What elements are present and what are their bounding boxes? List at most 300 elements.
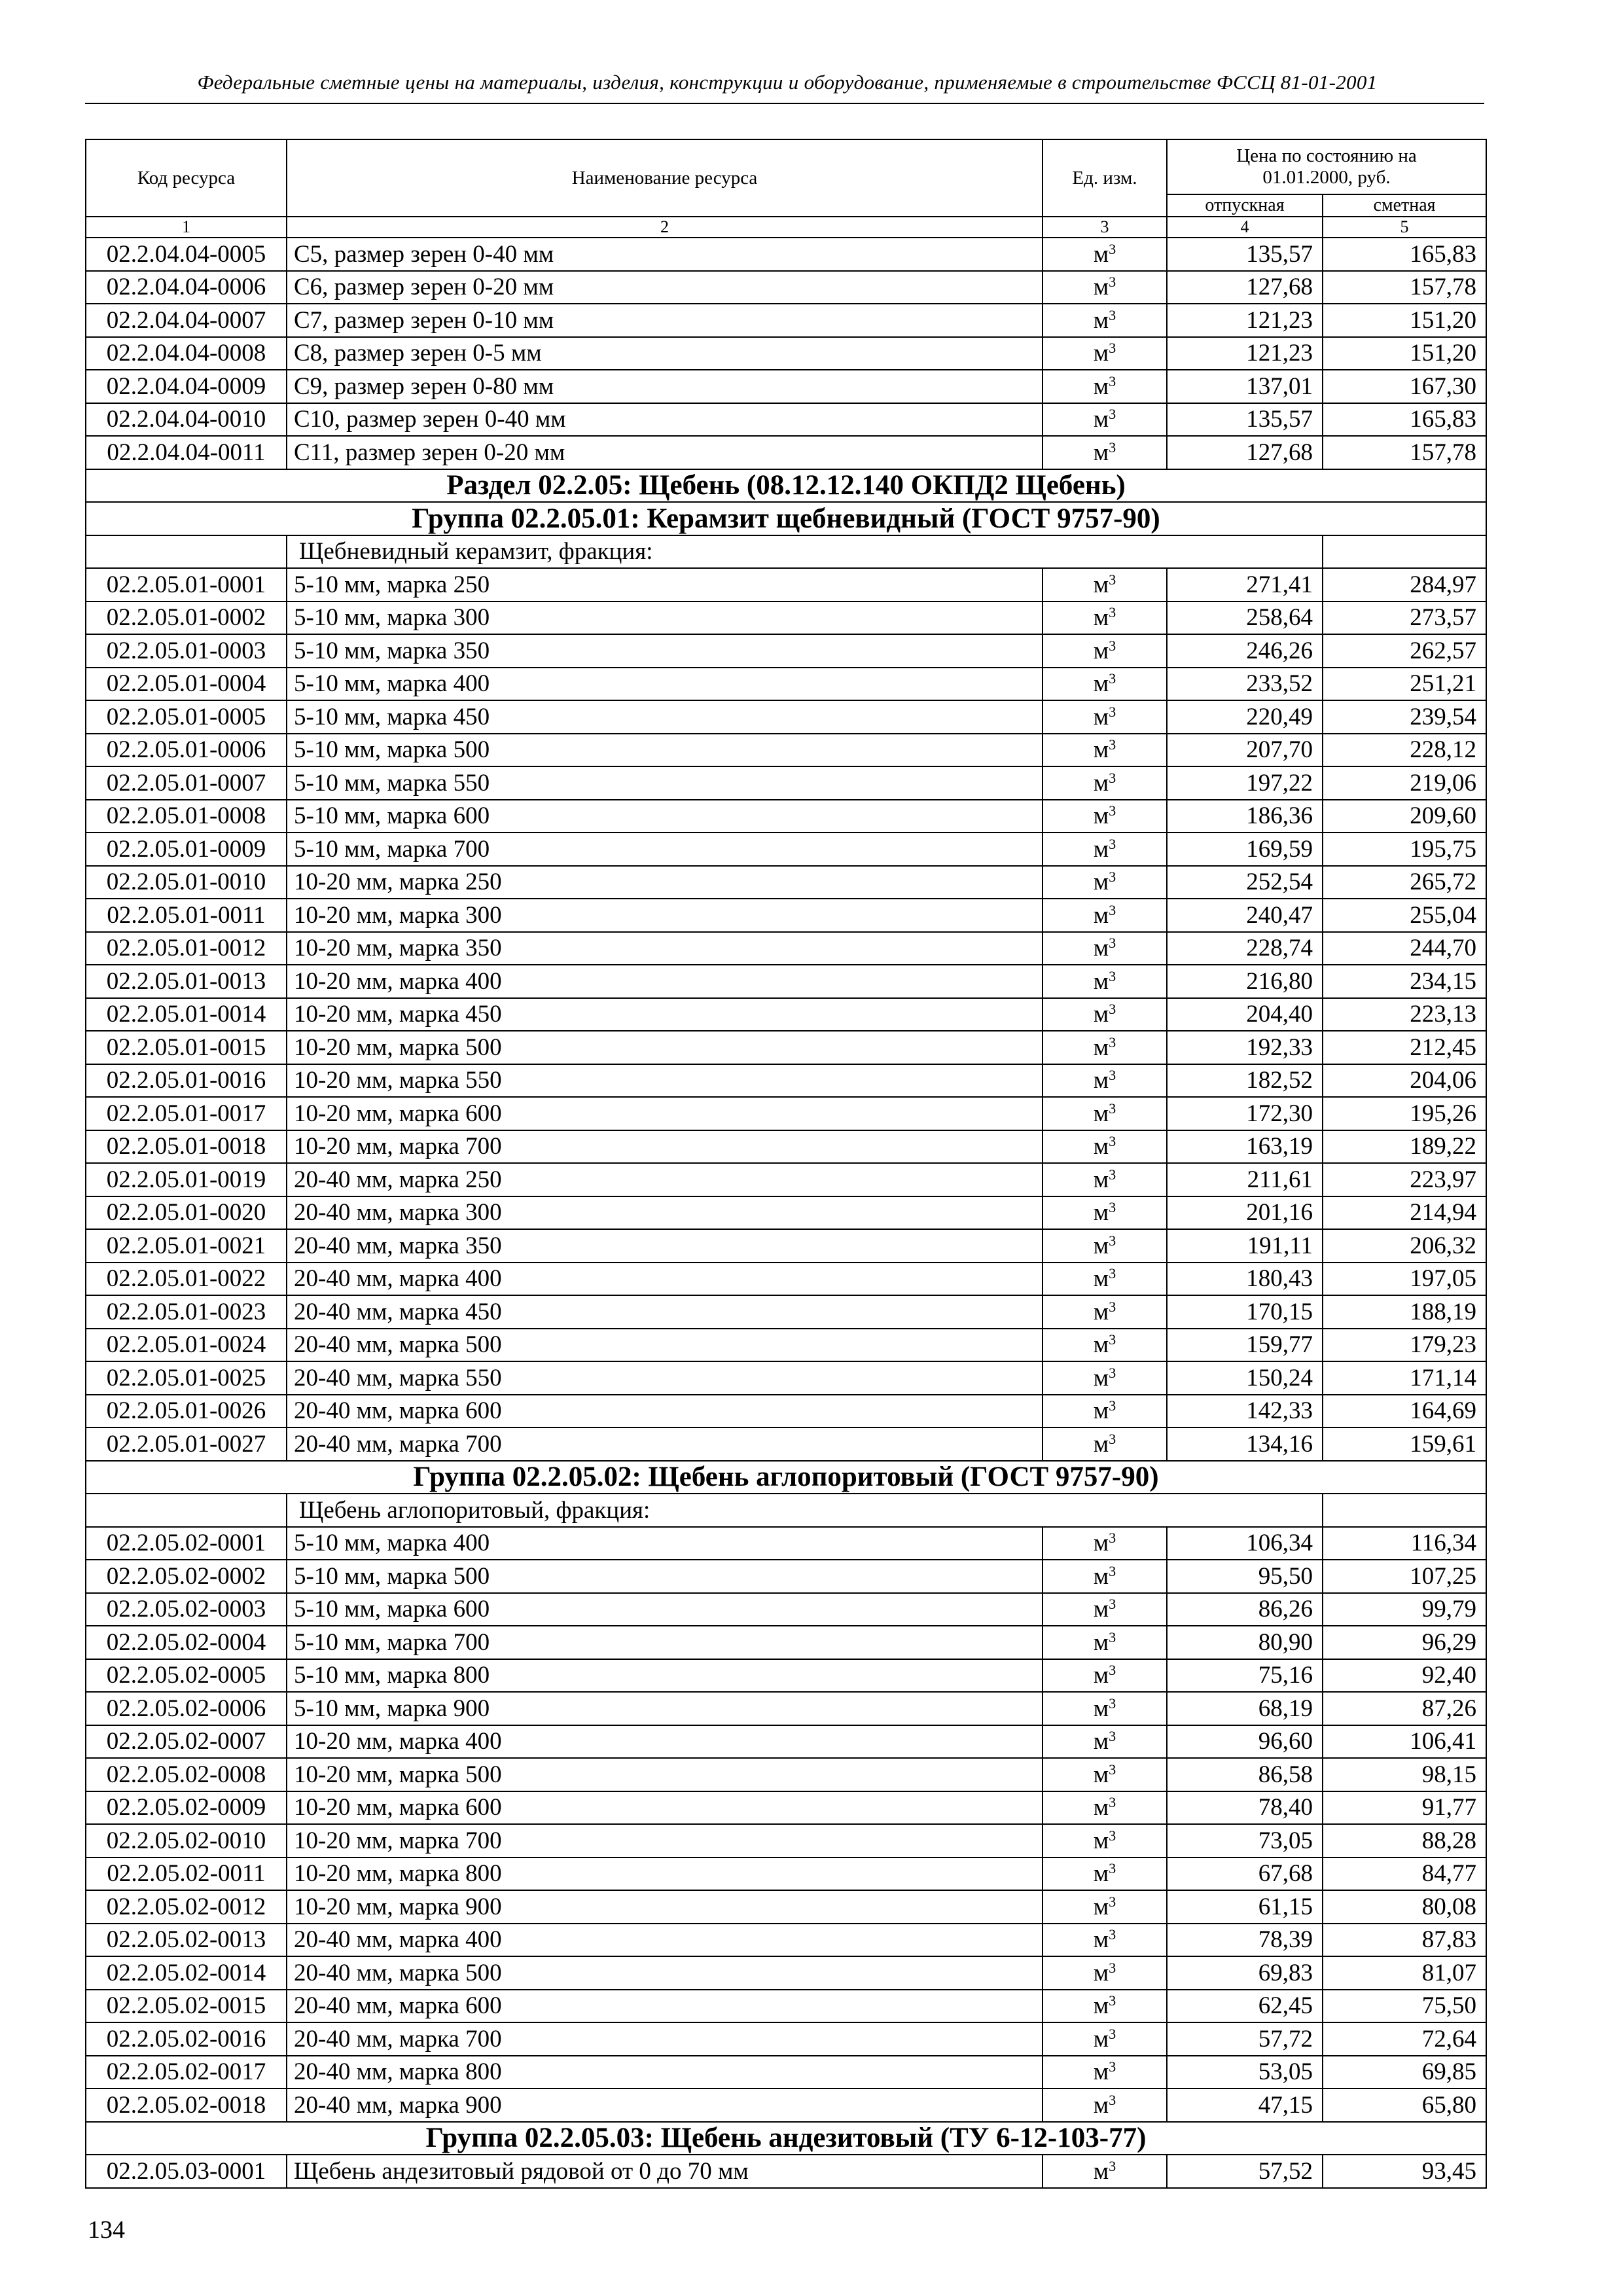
unit-cell [1043,2056,1167,2089]
resource-name: 10-20 мм, марка 600 [287,1097,1043,1130]
resource-code: 02.2.05.02-0017 [86,2056,287,2089]
unit-cell [1043,1427,1167,1461]
page-number: 134 [88,2216,125,2244]
release-price: 127,68 [1167,436,1323,469]
release-price: 142,33 [1167,1395,1323,1428]
resource-code: 02.2.05.01-0015 [86,1031,287,1064]
unit-power: 3 [1109,1100,1116,1117]
table-row [86,1163,1486,1196]
estimate-price: 197,05 [1323,1263,1486,1296]
estimate-price: 234,15 [1323,965,1486,998]
unit-label: м [1093,1728,1109,1755]
unit-label: м [1093,1562,1109,1590]
release-price: 78,40 [1167,1791,1323,1825]
resource-code: 02.2.05.01-0016 [86,1064,287,1098]
unit-cell [1043,238,1167,271]
resource-name: 5-10 мм, марка 800 [287,1659,1043,1693]
unit-cell [1043,1725,1167,1759]
table-row [86,568,1486,601]
resource-code: 02.2.05.02-0008 [86,1758,287,1791]
release-price: 240,47 [1167,899,1323,932]
estimate-price: 214,94 [1323,1196,1486,1230]
estimate-price: 219,06 [1323,766,1486,800]
resource-name: 10-20 мм, марка 900 [287,1890,1043,1924]
table-row [86,1064,1486,1098]
resource-code: 02.2.05.01-0017 [86,1097,287,1130]
resource-name: 20-40 мм, марка 600 [287,1395,1043,1428]
unit-power: 3 [1109,637,1116,654]
estimate-price: 265,72 [1323,866,1486,899]
unit-label: м [1093,935,1109,962]
unit-label: м [1093,703,1109,730]
col-header-unit: Ед. изм. [1043,139,1167,217]
unit-power: 3 [1109,901,1116,918]
unit-cell [1043,370,1167,403]
unit-power: 3 [1109,1662,1116,1679]
unit-cell [1043,1064,1167,1098]
release-price: 47,15 [1167,2089,1323,2122]
resource-code: 02.2.05.01-0009 [86,833,287,866]
release-price: 220,49 [1167,700,1323,734]
release-price: 67,68 [1167,1857,1323,1891]
unit-cell [1043,1758,1167,1791]
unit-power: 3 [1109,372,1116,389]
group-row [86,2122,1486,2155]
unit-power: 3 [1109,1298,1116,1315]
empty-cell [1323,1494,1486,1527]
table-row [86,1130,1486,1164]
unit-label: м [1093,406,1109,433]
resource-code: 02.2.05.01-0004 [86,668,287,701]
resource-name: 20-40 мм, марка 800 [287,2056,1043,2089]
release-price: 121,23 [1167,337,1323,370]
resource-name: С8, размер зерен 0-5 мм [287,337,1043,370]
resource-name: 10-20 мм, марка 500 [287,1758,1043,1791]
resource-name: 20-40 мм, марка 700 [287,2022,1043,2056]
table-row [86,1395,1486,1428]
table-row [86,1791,1486,1825]
resource-name: 20-40 мм, марка 400 [287,1263,1043,1296]
release-price: 127,68 [1167,271,1323,304]
release-price: 86,58 [1167,1758,1323,1791]
release-price: 57,72 [1167,2022,1323,2056]
unit-label: м [1093,1067,1109,1094]
estimate-price: 93,45 [1323,2155,1486,2188]
unit-cell [1043,403,1167,437]
release-price: 106,34 [1167,1527,1323,1560]
release-price: 170,15 [1167,1295,1323,1329]
unit-label: м [1093,1364,1109,1391]
unit-label: м [1093,604,1109,632]
estimate-price: 223,97 [1323,1163,1486,1196]
unit-label: м [1093,1860,1109,1888]
resource-name: 20-40 мм, марка 500 [287,1329,1043,1362]
unit-label: м [1093,802,1109,830]
resource-name: С6, размер зерен 0-20 мм [287,271,1043,304]
unit-label: м [1093,1992,1109,2020]
unit-cell [1043,1890,1167,1924]
unit-label: м [1093,306,1109,334]
resource-code: 02.2.05.02-0003 [86,1593,287,1626]
unit-cell [1043,1857,1167,1891]
unit-power: 3 [1109,1761,1116,1778]
unit-power: 3 [1109,1794,1116,1811]
release-price: 73,05 [1167,1824,1323,1857]
resource-code: 02.2.05.01-0003 [86,634,287,668]
unit-power: 3 [1109,1860,1116,1877]
release-price: 62,45 [1167,1990,1323,2023]
subheading-title: Щебневидный керамзит, фракция: [287,535,1323,569]
table-row [86,1725,1486,1759]
unit-power: 3 [1109,306,1116,323]
unit-power: 3 [1109,1695,1116,1712]
table-row [86,337,1486,370]
resource-code: 02.2.05.02-0014 [86,1956,287,1990]
estimate-price: 65,80 [1323,2089,1486,2122]
unit-power: 3 [1109,769,1116,786]
unit-cell [1043,965,1167,998]
unit-power: 3 [1109,1728,1116,1745]
release-price: 252,54 [1167,866,1323,899]
resource-name: 5-10 мм, марка 300 [287,601,1043,635]
resource-code: 02.2.05.02-0010 [86,1824,287,1857]
unit-cell [1043,1361,1167,1395]
table-body [86,238,1486,2188]
col-number: 2 [287,217,1043,238]
resource-code: 02.2.05.02-0009 [86,1791,287,1825]
unit-label: м [1093,1133,1109,1160]
unit-cell [1043,304,1167,337]
table-row [86,1924,1486,1957]
unit-power: 3 [1109,1199,1116,1216]
release-price: 204,40 [1167,998,1323,1031]
resource-code: 02.2.05.01-0024 [86,1329,287,1362]
release-price: 246,26 [1167,634,1323,668]
estimate-price: 209,60 [1323,800,1486,833]
release-price: 95,50 [1167,1560,1323,1593]
unit-cell [1043,1130,1167,1164]
unit-cell [1043,1990,1167,2023]
resource-name: 20-40 мм, марка 400 [287,1924,1043,1957]
unit-cell [1043,1395,1167,1428]
group-title: Группа 02.2.05.01: Керамзит щебневидный (ГОСТ 9757-90) [86,502,1486,535]
unit-label: м [1093,1761,1109,1788]
price-table [85,139,1487,2189]
estimate-price: 251,21 [1323,668,1486,701]
unit-cell [1043,1527,1167,1560]
unit-power: 3 [1109,2058,1116,2075]
estimate-price: 189,22 [1323,1130,1486,1164]
unit-cell [1043,568,1167,601]
unit-power: 3 [1109,967,1116,984]
estimate-price: 72,64 [1323,2022,1486,2056]
resource-name: 10-20 мм, марка 400 [287,1725,1043,1759]
unit-cell [1043,668,1167,701]
table-row [86,436,1486,469]
resource-code: 02.2.05.01-0010 [86,866,287,899]
unit-power: 3 [1109,802,1116,819]
unit-label: м [1093,2091,1109,2119]
unit-cell [1043,1031,1167,1064]
estimate-price: 159,61 [1323,1427,1486,1461]
table-row [86,1857,1486,1891]
estimate-price: 165,83 [1323,403,1486,437]
resource-code: 02.2.05.01-0020 [86,1196,287,1230]
resource-name: 10-20 мм, марка 450 [287,998,1043,1031]
unit-power: 3 [1109,1893,1116,1910]
table-row [86,1229,1486,1263]
resource-code: 02.2.05.01-0019 [86,1163,287,1196]
resource-name: 10-20 мм, марка 400 [287,965,1043,998]
unit-label: м [1093,1430,1109,1458]
empty-cell [86,535,287,569]
release-price: 180,43 [1167,1263,1323,1296]
estimate-price: 284,97 [1323,568,1486,601]
unit-cell [1043,271,1167,304]
unit-power: 3 [1109,1232,1116,1249]
empty-cell [86,1494,287,1527]
unit-cell [1043,1824,1167,1857]
estimate-price: 75,50 [1323,1990,1486,2023]
table-row [86,998,1486,1031]
table-row [86,1956,1486,1990]
resource-code: 02.2.04.04-0011 [86,436,287,469]
resource-code: 02.2.05.02-0015 [86,1990,287,2023]
page-header: Федеральные сметные цены на материалы, изделия, конструкции и оборудование, применяемые в строительстве ФССЦ 81-01-2001 [197,71,1378,94]
unit-label: м [1093,240,1109,268]
resource-name: С9, размер зерен 0-80 мм [287,370,1043,403]
subheading-row [86,1494,1486,1527]
resource-name: 10-20 мм, марка 600 [287,1791,1043,1825]
unit-label: м [1093,1100,1109,1127]
table-row [86,1560,1486,1593]
release-price: 96,60 [1167,1725,1323,1759]
section-row [86,469,1486,503]
unit-cell [1043,1659,1167,1693]
release-price: 135,57 [1167,238,1323,271]
unit-cell [1043,1924,1167,1957]
table-row [86,800,1486,833]
resource-code: 02.2.05.01-0007 [86,766,287,800]
unit-label: м [1093,1827,1109,1854]
estimate-price: 151,20 [1323,304,1486,337]
unit-cell [1043,833,1167,866]
resource-name: 5-10 мм, марка 250 [287,568,1043,601]
unit-cell [1043,932,1167,965]
unit-label: м [1093,1596,1109,1623]
unit-power: 3 [1109,406,1116,423]
resource-name: 10-20 мм, марка 800 [287,1857,1043,1891]
resource-code: 02.2.05.01-0014 [86,998,287,1031]
unit-power: 3 [1109,1166,1116,1183]
resource-name: 10-20 мм, марка 700 [287,1130,1043,1164]
resource-code: 02.2.05.01-0001 [86,568,287,601]
resource-name: 20-40 мм, марка 250 [287,1163,1043,1196]
table-row [86,1196,1486,1230]
resource-code: 02.2.04.04-0007 [86,304,287,337]
resource-code: 02.2.05.01-0021 [86,1229,287,1263]
unit-cell [1043,601,1167,635]
unit-label: м [1093,1331,1109,1359]
release-price: 69,83 [1167,1956,1323,1990]
unit-power: 3 [1109,1364,1116,1381]
release-price: 80,90 [1167,1626,1323,1659]
release-price: 135,57 [1167,403,1323,437]
unit-cell [1043,1560,1167,1593]
col-header-release: отпускная [1167,194,1323,217]
estimate-price: 167,30 [1323,370,1486,403]
resource-name: 5-10 мм, марка 600 [287,800,1043,833]
unit-power: 3 [1109,670,1116,687]
unit-label: м [1093,2025,1109,2053]
table-row [86,1824,1486,1857]
unit-cell [1043,1295,1167,1329]
resource-code: 02.2.05.01-0027 [86,1427,287,1461]
unit-label: м [1093,1001,1109,1028]
resource-code: 02.2.04.04-0009 [86,370,287,403]
table-row [86,1263,1486,1296]
unit-cell [1043,1692,1167,1725]
release-price: 78,39 [1167,1924,1323,1957]
resource-name: С11, размер зерен 0-20 мм [287,436,1043,469]
unit-power: 3 [1109,1530,1116,1547]
resource-name: 10-20 мм, марка 500 [287,1031,1043,1064]
resource-name: 5-10 мм, марка 900 [287,1692,1043,1725]
release-price: 121,23 [1167,304,1323,337]
unit-power: 3 [1109,703,1116,720]
release-price: 61,15 [1167,1890,1323,1924]
unit-power: 3 [1109,1596,1116,1613]
estimate-price: 81,07 [1323,1956,1486,1990]
release-price: 258,64 [1167,601,1323,635]
table-row [86,634,1486,668]
resource-code: 02.2.05.02-0002 [86,1560,287,1593]
release-price: 159,77 [1167,1329,1323,1362]
release-price: 216,80 [1167,965,1323,998]
resource-code: 02.2.05.01-0006 [86,734,287,767]
col-header-name: Наименование ресурса [287,139,1043,217]
release-price: 271,41 [1167,568,1323,601]
unit-power: 3 [1109,1562,1116,1579]
unit-power: 3 [1109,1992,1116,2009]
resource-name: 5-10 мм, марка 500 [287,734,1043,767]
resource-code: 02.2.05.01-0011 [86,899,287,932]
table-row [86,965,1486,998]
resource-code: 02.2.05.01-0005 [86,700,287,734]
estimate-price: 165,83 [1323,238,1486,271]
resource-code: 02.2.05.01-0012 [86,932,287,965]
empty-cell [1323,535,1486,569]
unit-label: м [1093,1232,1109,1259]
unit-power: 3 [1109,1926,1116,1943]
header-rule [85,103,1484,104]
estimate-price: 273,57 [1323,601,1486,635]
table-row [86,1427,1486,1461]
unit-cell [1043,2089,1167,2122]
resource-code: 02.2.05.01-0018 [86,1130,287,1164]
table-row [86,1031,1486,1064]
unit-label: м [1093,2157,1109,2185]
estimate-price: 151,20 [1323,337,1486,370]
resource-code: 02.2.05.02-0007 [86,1725,287,1759]
unit-label: м [1093,1893,1109,1920]
estimate-price: 171,14 [1323,1361,1486,1395]
resource-name: 20-40 мм, марка 600 [287,1990,1043,2023]
unit-cell [1043,700,1167,734]
estimate-price: 116,34 [1323,1527,1486,1560]
unit-power: 3 [1109,1001,1116,1018]
unit-label: м [1093,967,1109,995]
table-row [86,2022,1486,2056]
resource-name: 20-40 мм, марка 350 [287,1229,1043,1263]
subheading-title: Щебень аглопоритовый, фракция: [287,1494,1323,1527]
release-price: 211,61 [1167,1163,1323,1196]
resource-name: 5-10 мм, марка 500 [287,1560,1043,1593]
unit-label: м [1093,1033,1109,1061]
estimate-price: 228,12 [1323,734,1486,767]
unit-cell [1043,1229,1167,1263]
unit-power: 3 [1109,2025,1116,2042]
unit-power: 3 [1109,869,1116,886]
release-price: 172,30 [1167,1097,1323,1130]
unit-label: м [1093,1265,1109,1293]
unit-power: 3 [1109,571,1116,588]
table-row [86,1097,1486,1130]
table-row [86,1758,1486,1791]
estimate-price: 195,75 [1323,833,1486,866]
resource-code: 02.2.05.01-0023 [86,1295,287,1329]
table-row [86,734,1486,767]
unit-label: м [1093,1166,1109,1193]
table-row [86,403,1486,437]
section-title: Раздел 02.2.05: Щебень (08.12.12.140 ОКПД2 Щебень) [86,469,1486,503]
col-header-price: Цена по состоянию на 01.01.2000, руб. [1167,139,1486,194]
resource-name: 10-20 мм, марка 350 [287,932,1043,965]
estimate-price: 188,19 [1323,1295,1486,1329]
release-price: 233,52 [1167,668,1323,701]
unit-power: 3 [1109,439,1116,456]
unit-cell [1043,734,1167,767]
table-row [86,601,1486,635]
unit-power: 3 [1109,2091,1116,2108]
unit-label: м [1093,340,1109,367]
estimate-price: 91,77 [1323,1791,1486,1825]
col-number: 1 [86,217,287,238]
release-price: 53,05 [1167,2056,1323,2089]
table-row [86,932,1486,965]
unit-power: 3 [1109,1331,1116,1348]
table-row [86,370,1486,403]
estimate-price: 69,85 [1323,2056,1486,2089]
table-row [86,1329,1486,1362]
estimate-price: 88,28 [1323,1824,1486,1857]
release-price: 186,36 [1167,800,1323,833]
subheading-row [86,535,1486,569]
estimate-price: 164,69 [1323,1395,1486,1428]
resource-code: 02.2.05.02-0013 [86,1924,287,1957]
estimate-price: 212,45 [1323,1031,1486,1064]
estimate-price: 157,78 [1323,271,1486,304]
unit-power: 3 [1109,1628,1116,1645]
unit-power: 3 [1109,1397,1116,1414]
estimate-price: 98,15 [1323,1758,1486,1791]
resource-name: Щебень андезитовый рядовой от 0 до 70 мм [287,2155,1043,2188]
unit-power: 3 [1109,736,1116,753]
unit-label: м [1093,1530,1109,1557]
resource-name: 10-20 мм, марка 250 [287,866,1043,899]
resource-code: 02.2.05.02-0012 [86,1890,287,1924]
unit-power: 3 [1109,835,1116,852]
